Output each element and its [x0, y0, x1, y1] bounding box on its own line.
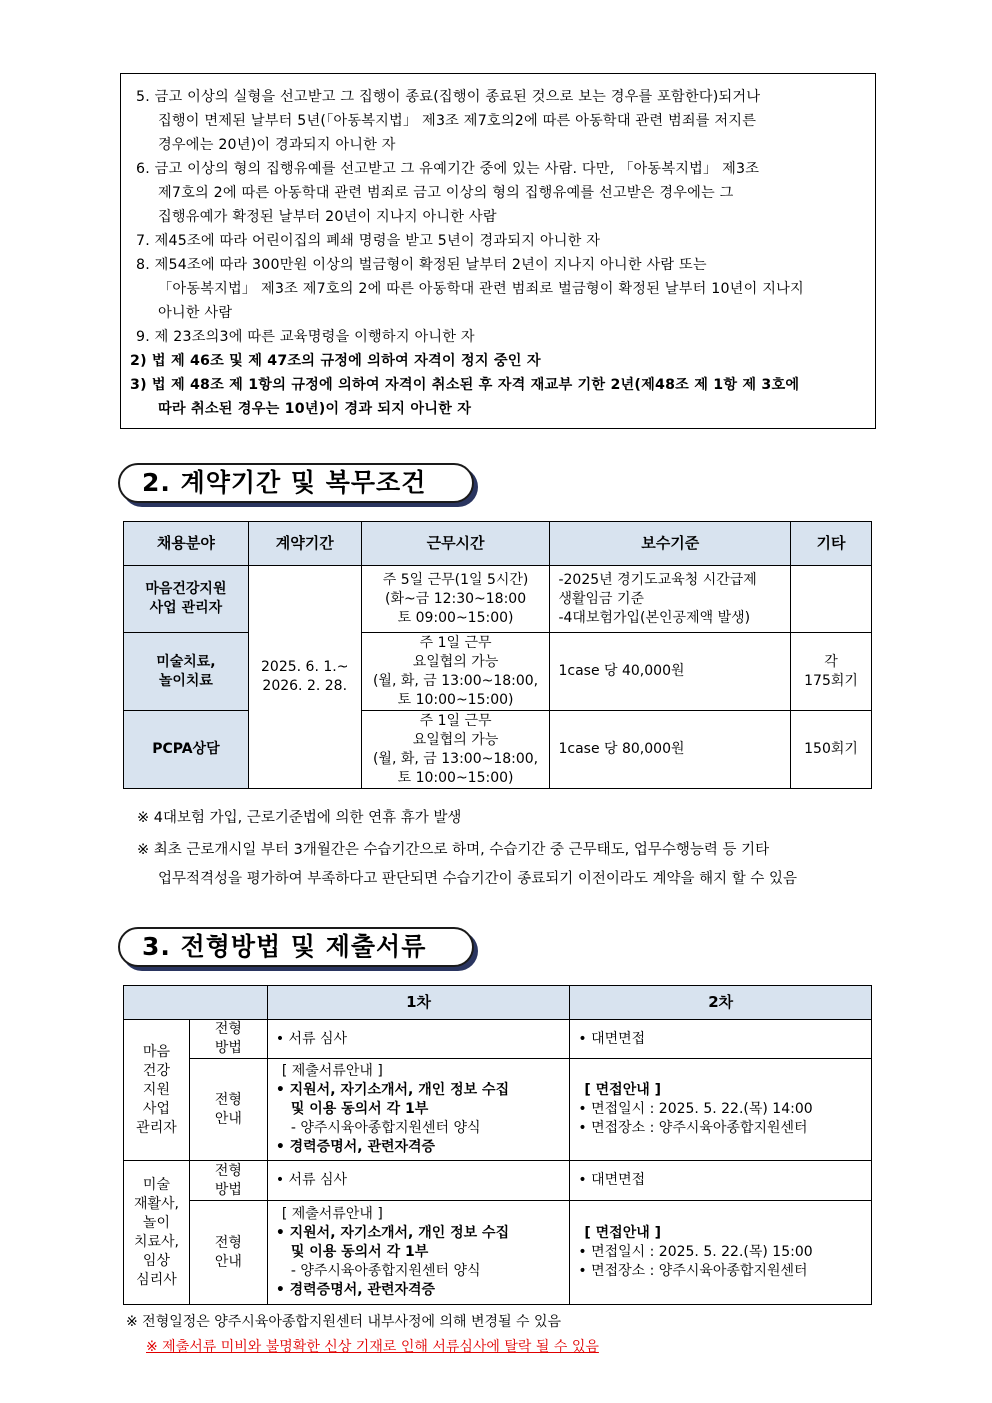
row1-pay: -2025년 경기도교육청 시간급제 생활임금 기준 -4대보험가입(본인공제액 발생)	[550, 566, 791, 633]
req-line-12: 2) 법 제 46조 및 제 47조의 규정에 의하여 자격이 정지 중인 자	[130, 353, 541, 369]
section3-note-2: ※ 제출서류 미비와 불명확한 신상 기재로 인해 서류심사에 탈락 될 수 있음	[146, 1339, 599, 1355]
req-line-6: 집행유예가 확정된 날부터 20년이 지나지 아니한 사람	[158, 209, 497, 225]
group2-guide-label: 전형 안내	[189, 1201, 267, 1305]
req-line-11: 9. 제 23조의3에 따른 교육명령을 이행하지 아니한 자	[136, 329, 475, 345]
row2-field: 미술치료, 놀이치료	[124, 633, 249, 711]
req-line-7: 7. 제45조에 따라 어린이집의 폐쇄 명령을 받고 5년이 경과되지 아니한 자	[136, 233, 601, 249]
row2-pay: 1case 당 40,000원	[550, 633, 791, 711]
req-line-4: 6. 금고 이상의 형의 집행유예를 선고받고 그 유예기간 중에 있는 사람. 다만, 「아동복지법」 제3조	[136, 161, 760, 177]
selection-table	[123, 985, 872, 1305]
header-empty	[124, 986, 268, 1020]
group2-method1: • 서류 심사	[267, 1161, 570, 1201]
header-hours: 근무시간	[361, 522, 550, 566]
header-period: 계약기간	[248, 522, 361, 566]
group2-interview: [ 면접안내 ] • 면접일시 : 2025. 5. 22.(목) 15:00 • 면접장소 : 양주시육아종합지원센터	[570, 1201, 872, 1305]
row2-hours: 주 1일 근무 요일협의 가능 (월, 화, 금 13:00~18:00, 토 10:00~15:00)	[361, 633, 550, 711]
header-round1: 1차	[267, 986, 570, 1020]
header-etc: 기타	[791, 522, 872, 566]
row1-field: 마음건강지원 사업 관리자	[124, 566, 249, 633]
header-pay: 보수기준	[550, 522, 791, 566]
section2-note-3: 업무적격성을 평가하여 부족하다고 판단되면 수습기간이 종료되기 이전이라도 계약을 해지 할 수 있음	[158, 871, 797, 887]
row3-etc: 150회기	[791, 711, 872, 789]
req-line-10: 아니한 사람	[158, 305, 233, 321]
group1-method-label: 전형 방법	[189, 1020, 267, 1059]
req-line-9: 「아동복지법」 제3조 제7호의 2에 따른 아동학대 관련 범죄로 벌금형이 확정된 날부터 10년이 지나지	[158, 281, 804, 297]
group2-method-label: 전형 방법	[189, 1161, 267, 1201]
group2-method2: • 대면면접	[570, 1161, 872, 1201]
req-line-3: 경우에는 20년)이 경과되지 아니한 자	[158, 137, 396, 153]
contract-period: 2025. 6. 1.~ 2026. 2. 28.	[248, 566, 361, 789]
group1-guide-label: 전형 안내	[189, 1059, 267, 1161]
section2-note-1: ※ 4대보험 가입, 근로기준법에 의한 연휴 휴가 발생	[137, 810, 462, 826]
group1-method1: • 서류 심사	[267, 1020, 570, 1059]
group1-interview: [ 면접안내 ] • 면접일시 : 2025. 5. 22.(목) 14:00 • 면접장소 : 양주시육아종합지원센터	[570, 1059, 872, 1161]
group1-name: 마음 건강 지원 사업 관리자	[124, 1020, 190, 1161]
section3-note-1: ※ 전형일정은 양주시육아종합지원센터 내부사정에 의해 변경될 수 있음	[126, 1314, 562, 1330]
section2-heading: 2. 계약기간 및 복무조건	[118, 463, 474, 503]
row1-etc	[791, 566, 872, 633]
section3-heading: 3. 전형방법 및 제출서류	[118, 927, 474, 967]
group1-docs: [ 제출서류안내 ] • 지원서, 자기소개서, 개인 정보 수집 및 이용 동의서 각 1부 - 양주시육아종합지원센터 양식 • 경력증명서, 관련자격증	[267, 1059, 570, 1161]
header-round2: 2차	[570, 986, 872, 1020]
row3-pay: 1case 당 80,000원	[550, 711, 791, 789]
row1-hours: 주 5일 근무(1일 5시간) (화~금 12:30~18:00 토 09:00~15:00)	[361, 566, 550, 633]
group2-docs: [ 제출서류안내 ] • 지원서, 자기소개서, 개인 정보 수집 및 이용 동의서 각 1부 - 양주시육아종합지원센터 양식 • 경력증명서, 관련자격증	[267, 1201, 570, 1305]
row3-field: PCPA상담	[124, 711, 249, 789]
contract-table	[123, 521, 872, 789]
req-line-13: 3) 법 제 48조 제 1항의 규정에 의하여 자격이 취소된 후 자격 재교부 기한 2년(제48조 제 1항 제 3호에	[130, 377, 800, 393]
req-line-1: 5. 금고 이상의 실형을 선고받고 그 집행이 종료(집행이 종료된 것으로 보는 경우를 포함한다)되거나	[136, 89, 761, 105]
section2-note-2: ※ 최초 근로개시일 부터 3개월간은 수습기간으로 하며, 수습기간 중 근무태도, 업무수행능력 등 기타	[137, 842, 770, 858]
row2-etc: 각 175회기	[791, 633, 872, 711]
req-line-5: 제7호의 2에 따른 아동학대 관련 범죄로 금고 이상의 형의 집행유예를 선고받은 경우에는 그	[158, 185, 734, 201]
req-line-8: 8. 제54조에 따라 300만원 이상의 벌금형이 확정된 날부터 2년이 지나지 아니한 사람 또는	[136, 257, 707, 273]
group1-method2: • 대면면접	[570, 1020, 872, 1059]
req-line-14: 따라 취소된 경우는 10년)이 경과 되지 아니한 자	[158, 401, 472, 417]
header-field: 채용분야	[124, 522, 249, 566]
group2-name: 미술 재활사, 놀이 치료사, 임상 심리사	[124, 1161, 190, 1305]
row3-hours: 주 1일 근무 요일협의 가능 (월, 화, 금 13:00~18:00, 토 10:00~15:00)	[361, 711, 550, 789]
req-line-2: 집행이 면제된 날부터 5년(「아동복지법」 제3조 제7호의2에 따른 아동학대 관련 범죄를 저지른	[158, 113, 757, 129]
